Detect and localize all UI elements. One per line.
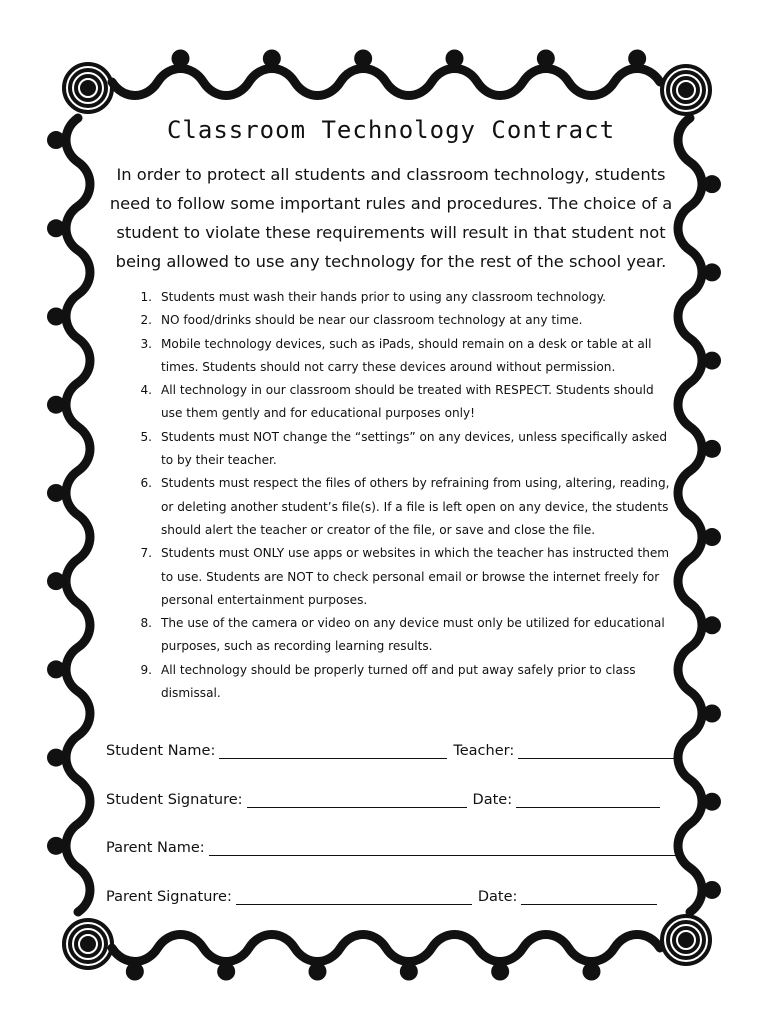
border-dot <box>47 837 65 855</box>
rule-text: NO food/drinks should be near our classroom technology at any time. <box>161 313 583 328</box>
border-dot <box>703 352 721 370</box>
rule-text: Students must respect the files of others by refraining from using, altering, reading, or deleting another student’s file(s). If a file is left open on any device, the students should alert the teacher or creator of the file, or save and close the file. <box>161 476 670 537</box>
border-dot <box>703 528 721 546</box>
border-dot <box>309 963 327 981</box>
rule-number: 2. <box>140 313 152 328</box>
border-dot <box>703 881 721 899</box>
border-dot <box>47 484 65 502</box>
rule-text: All technology in our classroom should be treated with RESPECT. Students should use them gently and for educational purposes only! <box>161 383 654 421</box>
rules-list <box>106 286 676 705</box>
border-dot <box>47 308 65 326</box>
border-dot <box>400 963 418 981</box>
list-item <box>106 379 676 426</box>
student-signature-field[interactable] <box>247 791 467 808</box>
border-dot <box>172 50 190 68</box>
border-dot <box>47 749 65 767</box>
student-name-row <box>106 719 676 759</box>
date-label-2: Date: <box>477 888 518 905</box>
list-item <box>106 426 676 473</box>
contract-content <box>106 112 676 905</box>
corner-spiral-center <box>85 85 91 91</box>
border-dot <box>47 660 65 678</box>
rule-number: 4. <box>140 383 152 398</box>
border-squiggle <box>112 69 660 96</box>
rule-text: All technology should be properly turned off and put away safely prior to class dismissal. <box>161 662 636 701</box>
rule-number: 8. <box>140 616 152 631</box>
border-squiggle <box>112 935 660 962</box>
rule-number: 7. <box>140 546 152 561</box>
border-dot <box>628 50 646 68</box>
border-dot <box>47 131 65 149</box>
parent-name-label: Parent Name: <box>106 840 205 857</box>
list-item <box>106 309 676 332</box>
border-dot <box>703 793 721 811</box>
student-name-label: Student Name: <box>106 743 216 760</box>
rule-number: 3. <box>140 336 152 351</box>
date-label: Date: <box>472 791 513 808</box>
contract-title: Classroom Technology Contract <box>166 116 616 144</box>
corner-spiral-center <box>683 87 689 93</box>
student-signature-label: Student Signature: <box>106 791 243 808</box>
student-name-field[interactable] <box>219 742 447 759</box>
corner-spiral-center <box>683 937 689 943</box>
border-dot <box>47 396 65 414</box>
date-field[interactable] <box>516 791 660 808</box>
border-dot <box>703 616 721 634</box>
list-item <box>106 612 676 659</box>
parent-name-row <box>106 808 676 857</box>
rule-number: 9. <box>140 662 152 677</box>
student-signature-row <box>106 759 676 808</box>
corner-spiral-center <box>85 941 91 947</box>
teacher-field[interactable] <box>518 742 676 759</box>
rule-text: Mobile technology devices, such as iPads, should remain on a desk or table at all times. Students should not carry these devices around without permission. <box>161 336 652 374</box>
border-squiggle <box>678 118 702 912</box>
border-dot <box>47 572 65 590</box>
list-item <box>106 659 676 706</box>
list-item <box>106 286 676 309</box>
list-item <box>106 472 676 542</box>
rule-text: The use of the camera or video on any device must only be utilized for educational purposes, such as recording learning results. <box>161 616 665 654</box>
signature-section <box>106 719 676 905</box>
border-dot <box>47 219 65 237</box>
rule-text: Students must wash their hands prior to using any classroom technology. <box>161 290 607 304</box>
border-dot <box>217 963 235 981</box>
rule-number: 1. <box>140 290 152 304</box>
date-field-2[interactable] <box>521 888 657 905</box>
border-dot <box>126 963 144 981</box>
border-squiggle <box>66 118 90 912</box>
rule-number: 6. <box>140 476 152 491</box>
parent-signature-row <box>106 856 676 905</box>
list-item <box>106 542 676 612</box>
rule-number: 5. <box>140 429 152 444</box>
intro-paragraph: In order to protect all students and classroom technology, students need to follow some important rules and procedures. The choice of a student to violate these requirements will result in that student not being allowed to use any technology for the rest of the school year. <box>109 165 673 271</box>
border-dot <box>583 963 601 981</box>
rule-text: Students must ONLY use apps or websites in which the teacher has instructed them to use. Students are NOT to check personal email or browse the internet freely for personal entertainment purposes. <box>161 546 670 607</box>
border-dot <box>354 50 372 68</box>
border-dot <box>703 705 721 723</box>
border-dot <box>446 50 464 68</box>
parent-name-field[interactable] <box>209 839 676 856</box>
rule-text: Students must NOT change the “settings” on any devices, unless specifically asked to by their teacher. <box>161 429 668 468</box>
list-item <box>106 333 676 380</box>
border-dot <box>491 963 509 981</box>
border-dot <box>537 50 555 68</box>
border-dot <box>703 175 721 193</box>
teacher-label: Teacher: <box>453 743 515 760</box>
parent-signature-label: Parent Signature: <box>106 888 232 905</box>
border-dot <box>703 440 721 458</box>
border-dot <box>263 50 281 68</box>
parent-signature-field[interactable] <box>236 888 472 905</box>
border-dot <box>703 263 721 281</box>
